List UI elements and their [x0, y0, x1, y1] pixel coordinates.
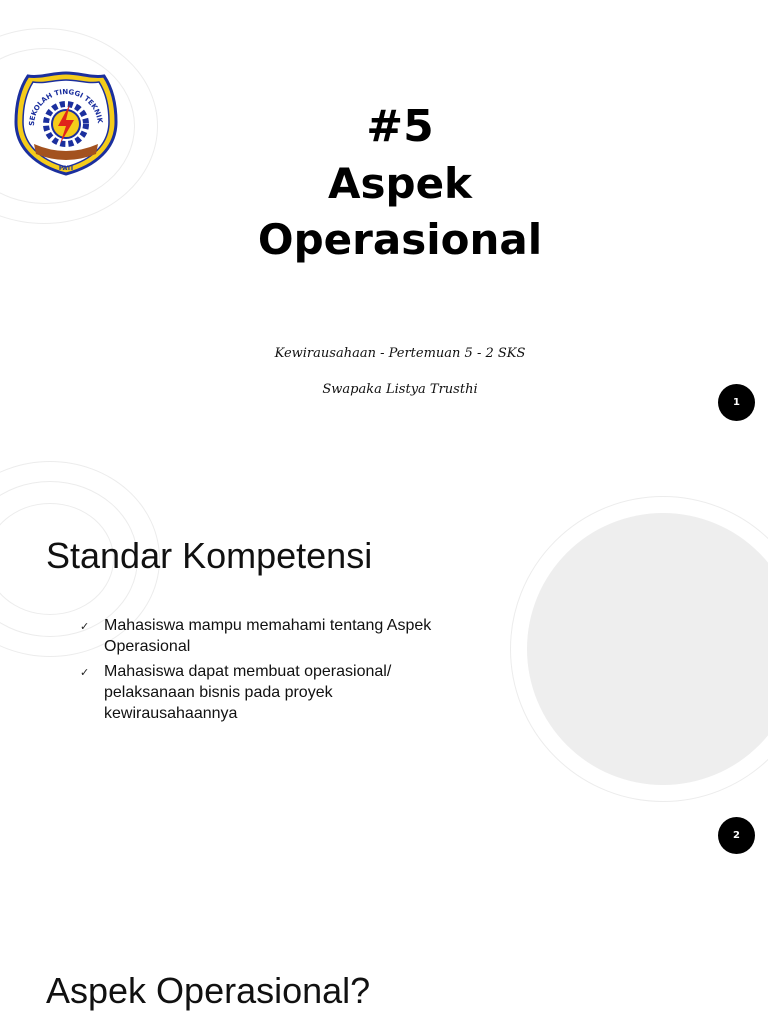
- section-title: Standar Kompetensi: [46, 535, 373, 576]
- page-number-badge: 1: [718, 384, 755, 421]
- list-item: [78, 615, 438, 657]
- section-title: Aspek Operasional?: [46, 970, 371, 1011]
- slide-title: [200, 98, 600, 268]
- slide-1: [0, 0, 768, 433]
- school-logo-icon: [12, 70, 120, 178]
- check-icon: ✓: [80, 621, 90, 633]
- author-name: Swapaka Listya Trusthi: [322, 382, 478, 397]
- logo-text-bottom: PATI: [58, 165, 74, 172]
- competency-list: [78, 615, 438, 728]
- title-line-2: Operasional: [257, 215, 543, 264]
- check-icon: ✓: [80, 667, 90, 679]
- slide-2: [0, 433, 768, 866]
- title-line-1: Aspek: [328, 159, 472, 208]
- course-subtitle: Kewirausahaan - Pertemuan 5 - 2 SKS: [274, 346, 526, 361]
- logo-text-top: SEKOLAH TINGGI TEKNIK: [27, 87, 104, 127]
- list-item-text: Mahasiswa dapat membuat operasional/ pelaksanaan bisnis pada proyek kewirausahaannya: [104, 663, 392, 722]
- list-item-text: Mahasiswa mampu memahami tentang Aspek Operasional: [104, 617, 432, 655]
- title-number: #5: [366, 101, 434, 152]
- list-item: [78, 661, 438, 724]
- slide-3: [0, 866, 768, 1024]
- page-number-badge: 2: [718, 817, 755, 854]
